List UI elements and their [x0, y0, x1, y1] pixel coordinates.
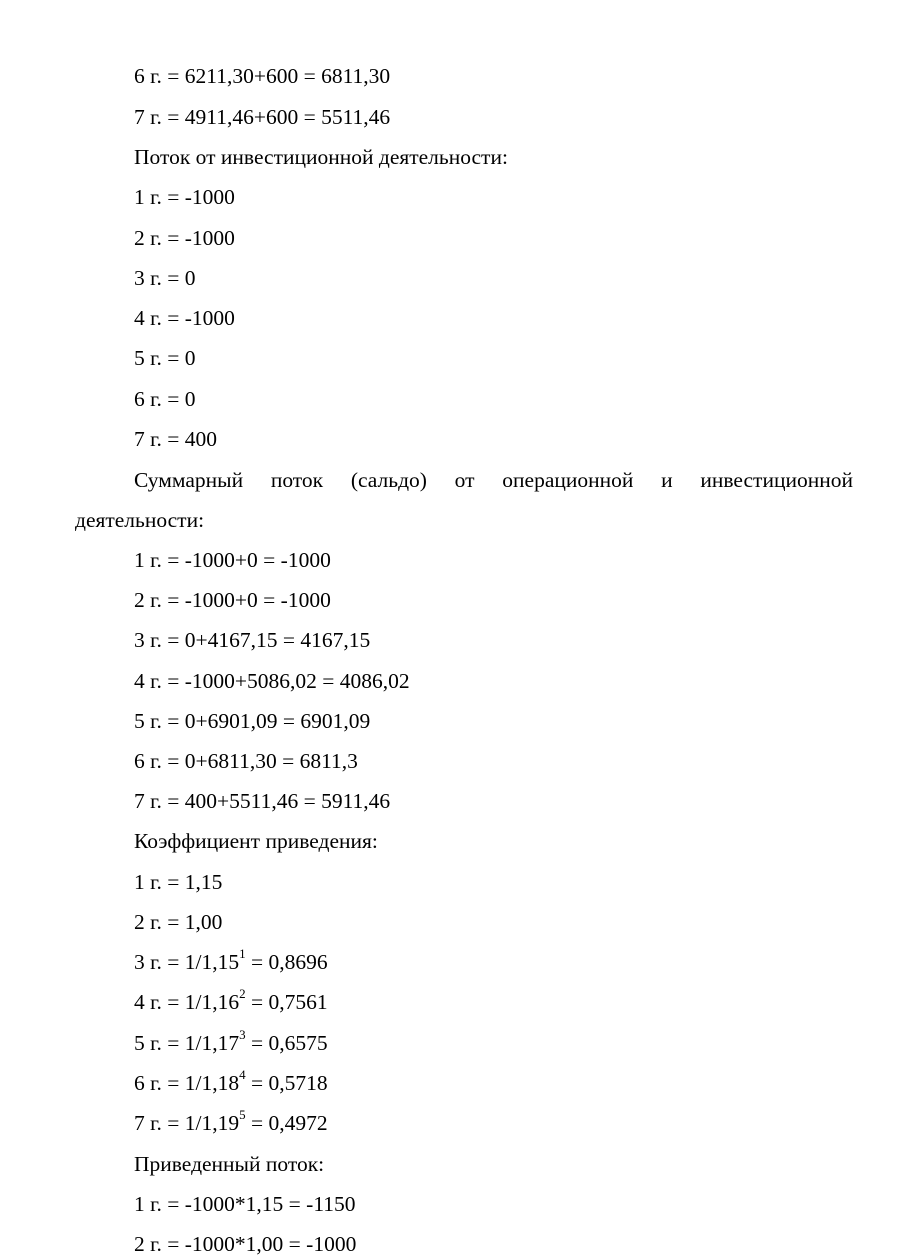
section-heading: Приведенный поток:	[134, 1152, 325, 1176]
section-heading: Коэффициент приведения:	[134, 829, 378, 853]
text-line: 7 г. = 400+5511,46 = 5911,46	[134, 789, 391, 813]
coef-line: 3 г. = $1/1,15^1 = 0,8696$	[134, 945, 328, 974]
heading-word: поток	[270, 468, 324, 492]
text-line: 6 г. = 0	[134, 387, 196, 411]
text-line: 6 г. = 0+6811,30 = 6811,3	[134, 749, 358, 773]
text-line: 1 г. = -1000*1,15 = -1150	[134, 1192, 356, 1216]
coef-line: 5 г. = $1/1,17^3 = 0,6575$	[134, 1026, 328, 1055]
text-line: 2 г. = 1,00	[134, 910, 223, 934]
text-line: 5 г. = 0	[134, 346, 196, 370]
text-line: 3 г. = 0	[134, 266, 196, 290]
text-line: 6 г. = 6211,30+600 = 6811,30	[134, 64, 391, 88]
text-line: 1 г. = 1,15	[134, 870, 223, 894]
heading-word: (сальдо)	[350, 468, 427, 492]
heading-word: Суммарный	[134, 468, 244, 492]
text-line: 4 г. = -1000	[134, 306, 235, 330]
heading-word: и	[661, 468, 673, 492]
heading-word: операционной	[502, 468, 634, 492]
section-heading: Поток от инвестиционной деятельности:	[134, 145, 508, 169]
text-line: 2 г. = -1000	[134, 226, 235, 250]
heading-word: инвестиционной	[700, 468, 853, 492]
text-line: 3 г. = 0+4167,15 = 4167,15	[134, 628, 371, 652]
text-line: 7 г. = 400	[134, 427, 218, 451]
heading-word: от	[454, 468, 475, 492]
text-line: 1 г. = -1000	[134, 185, 235, 209]
coef-line: 7 г. = $1/1,19^5 = 0,4972$	[134, 1106, 328, 1135]
section-heading-continuation: деятельности:	[75, 508, 205, 532]
text-line: 2 г. = -1000+0 = -1000	[134, 588, 331, 612]
section-heading-justified	[134, 466, 853, 494]
text-line: 2 г. = -1000*1,00 = -1000	[134, 1232, 357, 1256]
coef-line: 6 г. = $1/1,18^4 = 0,5718$	[134, 1066, 328, 1095]
text-line: 1 г. = -1000+0 = -1000	[134, 548, 331, 572]
text-line: 4 г. = -1000+5086,02 = 4086,02	[134, 669, 410, 693]
coef-line: 4 г. = $1/1,16^2 = 0,7561$	[134, 985, 328, 1014]
text-line: 7 г. = 4911,46+600 = 5511,46	[134, 105, 391, 129]
text-line: 5 г. = 0+6901,09 = 6901,09	[134, 709, 371, 733]
